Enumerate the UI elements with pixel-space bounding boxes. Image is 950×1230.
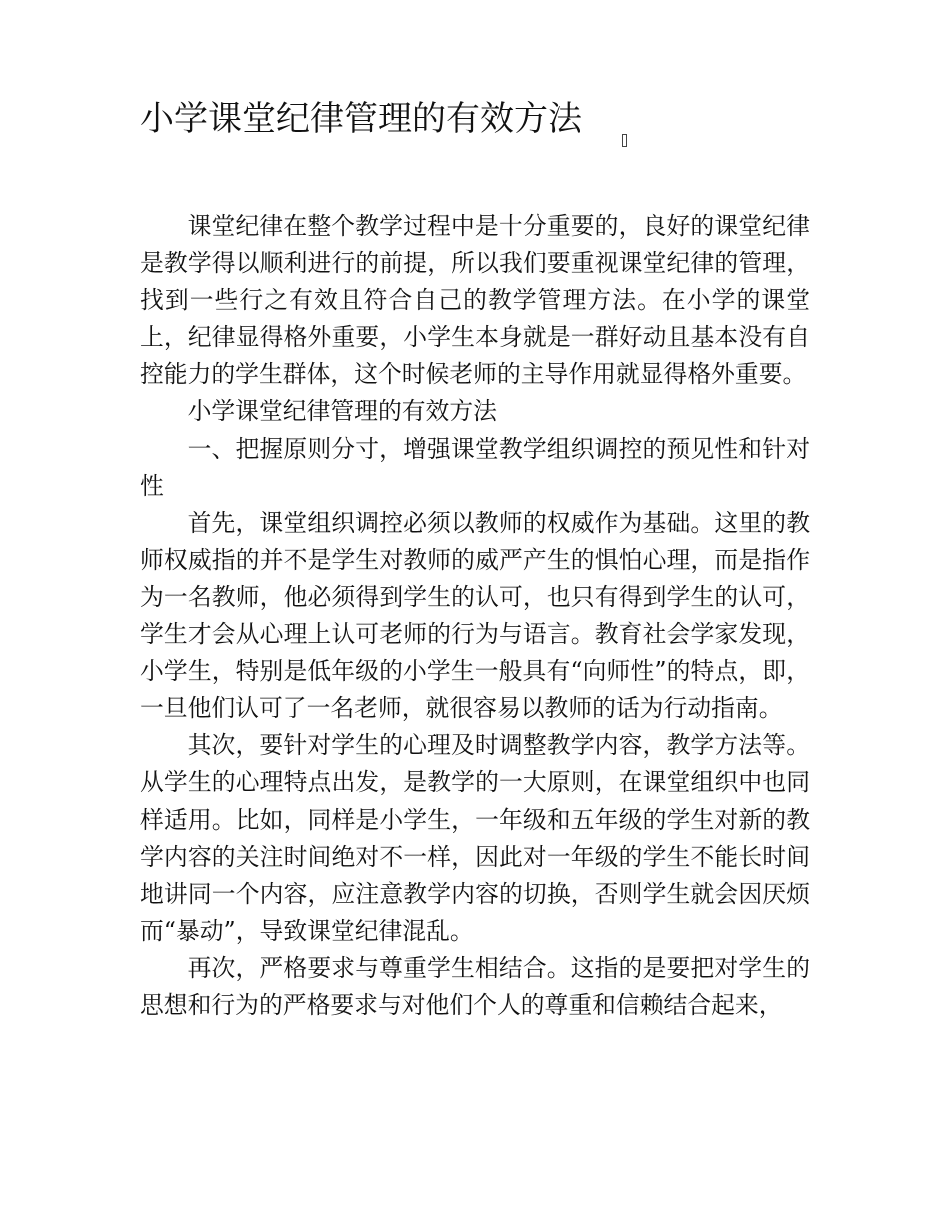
- document-title: 小学课堂纪律管理的有效方法: [140, 99, 582, 139]
- section-heading: 小学课堂纪律管理的有效方法: [187, 397, 497, 426]
- paragraph: 再次，严格要求与尊重学生相结合。这指的是要把对学生的思想和行为的严格要求与对他们个人的尊重和信赖结合起来，: [140, 953, 810, 1019]
- paragraph: 课堂纪律在整个教学过程中是十分重要的，良好的课堂纪律是教学得以顺利进行的前提，所以我们要重视课堂纪律的管理，找到一些行之有效且符合自己的教学管理方法。在小学的课堂上，纪律显得格外重要，小学生本身就是一群好动且基本没有自控能力的学生群体，这个时候老师的主导作用就显得格外重要。: [140, 212, 810, 389]
- paragraph: 其次，要针对学生的心理及时调整教学内容，教学方法等。从学生的心理特点出发，是教学的一大原则，在课堂组织中也同样适用。比如，同样是小学生，一年级和五年级的学生对新的教学内容的关注时间绝对不一样，因此对一年级的学生不能长时间地讲同一个内容，应注意教学内容的切换，否则学生就会因厌烦而“暴动”，导致课堂纪律混乱。: [140, 731, 810, 945]
- document-body: [140, 208, 810, 1024]
- placeholder-glyph-icon: [622, 134, 627, 147]
- subsection-heading: 一、把握原则分寸，增强课堂教学组织调控的预见性和针对性: [140, 434, 810, 500]
- paragraph: 首先，课堂组织调控必须以教师的权威作为基础。这里的教师权威指的并不是学生对教师的威严产生的惧怕心理，而是指作为一名教师，他必须得到学生的认可，也只有得到学生的认可，学生才会从心理上认可老师的行为与语言。教育社会学家发现，小学生，特别是低年级的小学生一般具有“向师性”的特点，即，一旦他们认可了一名老师，就很容易以教师的话为行动指南。: [140, 508, 810, 723]
